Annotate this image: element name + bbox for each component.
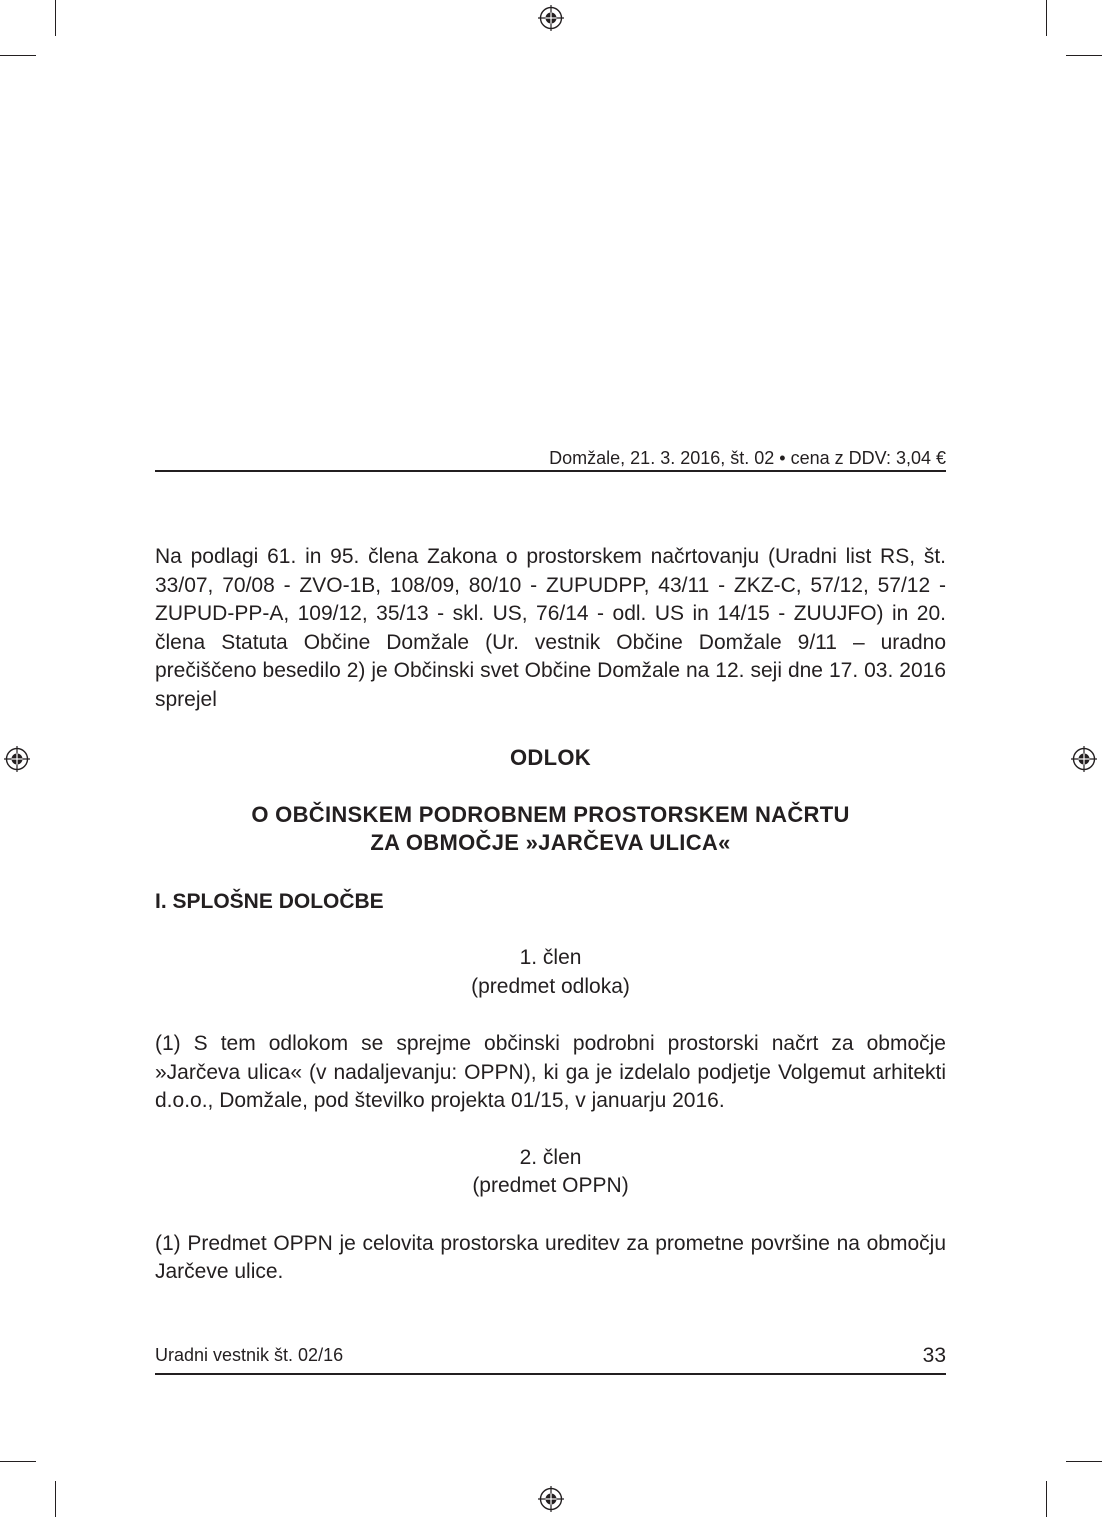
registration-mark-icon <box>4 746 30 772</box>
page-number: 33 <box>922 1344 946 1367</box>
article-number: 1. člen <box>519 946 582 969</box>
crop-mark-bottom-left-vertical <box>55 1481 56 1517</box>
crop-mark-bottom-right-horizontal <box>1066 1461 1102 1462</box>
registration-mark-icon <box>538 5 564 31</box>
intro-paragraph: Na podlagi 61. in 95. člena Zakona o prostorskem načrtovanju (Uradni list RS, št. 33/07, 70/08 - ZVO-1B, 108/09, 80/10 - ZUPUDPP, 43/11 - ZKZ-C, 57/12, 57/12 - ZUPUD-PP-A, 109/12, 35/13 - skl. US, 76/14 - odl. US in 14/15 - ZUUJFO) in 20. člena Statuta Občine Domžale (Ur. vestnik Občine Domžale 9/11 – uradno prečiščeno besedilo 2) je Občinski svet Občine Domžale na 12. seji dne 17. 03. 2016 sprejel <box>155 545 946 711</box>
document-subtitle-line-2: ZA OBMOČJE »JARČEVA ULICA« <box>370 830 731 855</box>
article-number: 2. člen <box>519 1145 582 1169</box>
article-caption: (predmet OPPN) <box>472 1174 629 1197</box>
footer-divider <box>155 1373 946 1375</box>
document-subtitle-line-1: O OBČINSKEM PODROBNEM PROSTORSKEM NAČRTU <box>251 802 850 827</box>
document-body <box>155 543 946 1287</box>
registration-mark-icon <box>1071 746 1097 772</box>
crop-mark-top-right-vertical <box>1046 0 1047 36</box>
crop-mark-top-right-horizontal <box>1066 55 1102 56</box>
header-divider <box>155 470 946 472</box>
document-title: ODLOK <box>510 745 591 770</box>
registration-mark-icon <box>538 1486 564 1512</box>
section-heading: I. SPLOŠNE DOLOČBE <box>155 890 384 913</box>
article-heading <box>155 1144 946 1201</box>
crop-mark-bottom-right-vertical <box>1046 1481 1047 1517</box>
footer-publication: Uradni vestnik št. 02/16 <box>155 1345 344 1365</box>
publication-header: Domžale, 21. 3. 2016, št. 02 • cena z DDV: 3,04 € <box>549 448 946 468</box>
crop-mark-top-left-horizontal <box>0 55 36 56</box>
crop-mark-top-left-vertical <box>55 0 56 36</box>
article-paragraph: (1) S tem odlokom se sprejme občinski podrobni prostorski načrt za območje »Jarčeva ulica« (v nadaljevanju: OPPN), ki ga je izdelalo podjetje Volgemut arhitekti d.o.o., Domžale, pod številko projekta 01/15, v januarju 2016. <box>155 1032 946 1112</box>
article-paragraph: (1) Predmet OPPN je celovita prostorska ureditev za prometne površine na območju Jarčeve ulice. <box>155 1231 946 1283</box>
crop-mark-bottom-left-horizontal <box>0 1461 36 1462</box>
article-caption: (predmet odloka) <box>471 974 630 998</box>
article-heading <box>155 944 946 1001</box>
